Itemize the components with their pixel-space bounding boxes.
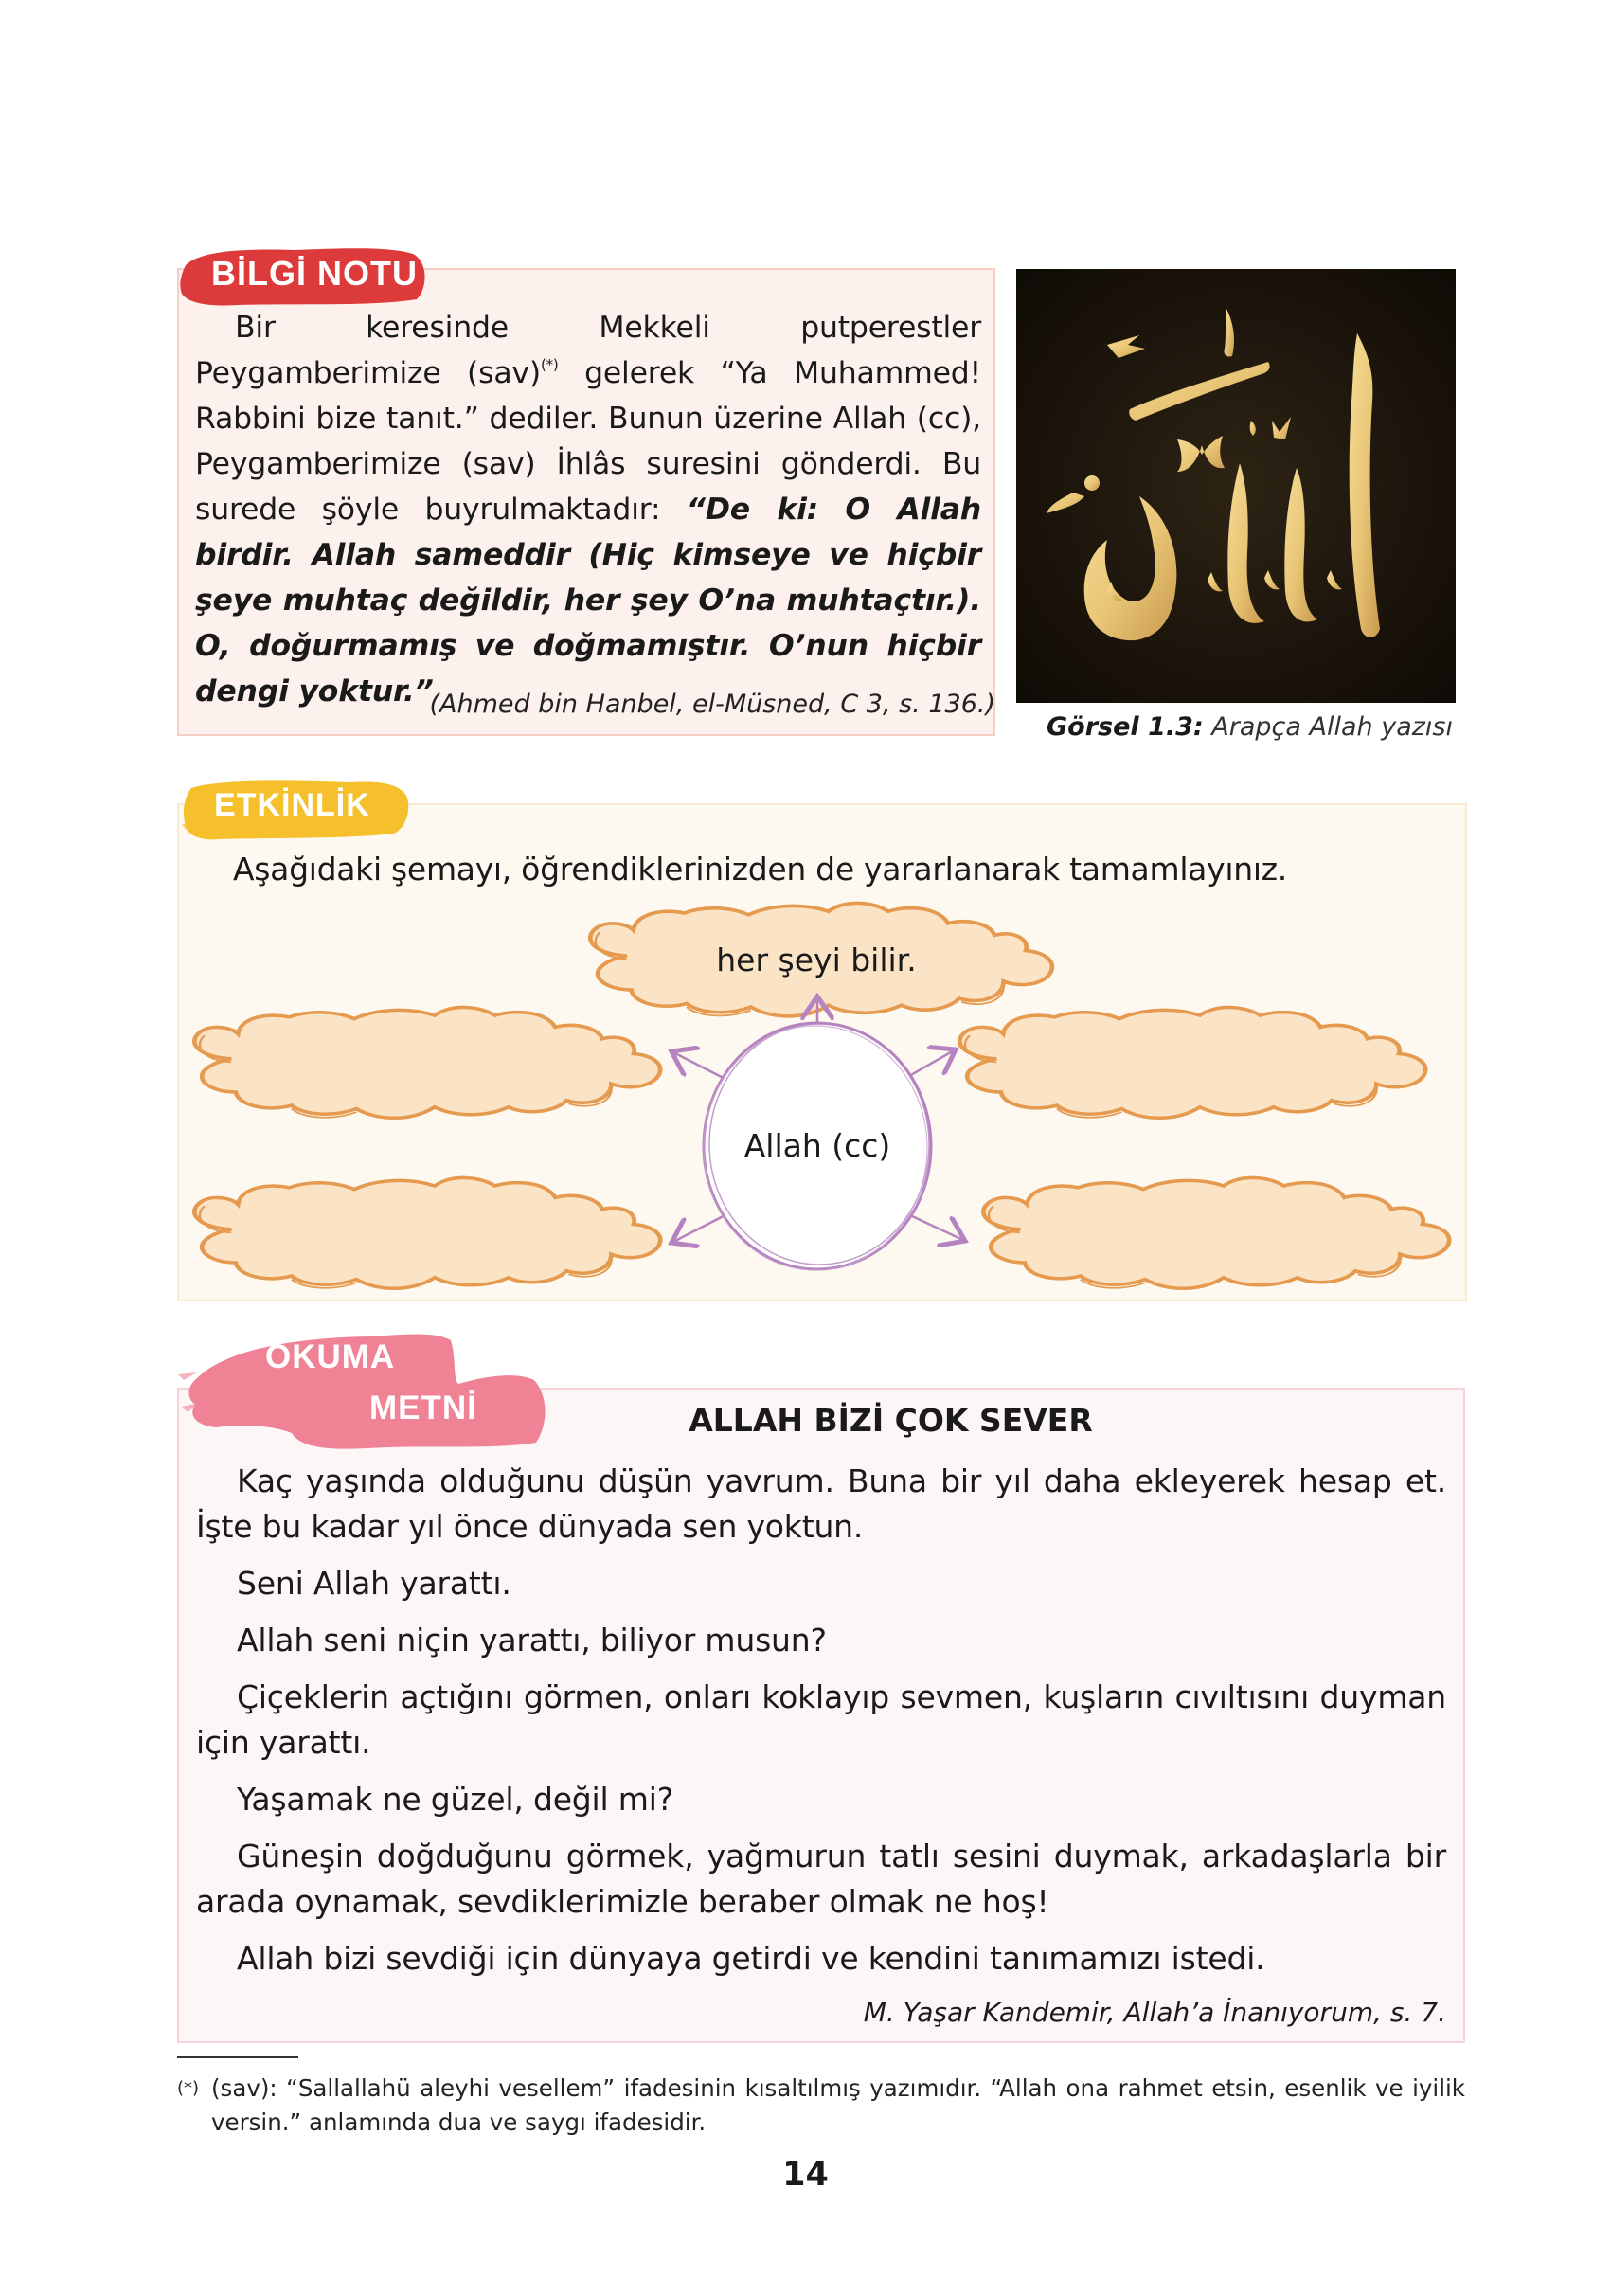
activity-badge <box>182 775 409 841</box>
cloud-upper-left-blank[interactable] <box>215 1044 632 1082</box>
footnote-divider <box>177 2056 298 2058</box>
arabic-calligraphy-icon <box>1016 269 1456 703</box>
reading-paragraph: Yaşamak ne güzel, değil mi? <box>237 1781 674 1818</box>
reading-paragraph: Güneşin doğduğunu görmek, yağmurun tatlı sesini duymak, arkadaşlarla bir arada oynamak, sevdiklerimizle beraber olmak ne hoş! <box>196 1838 1446 1920</box>
reading-source: M. Yaşar Kandemir, Allah’a İnanıyorum, s. 7. <box>863 1997 1446 2028</box>
footnote-mark: (*) <box>177 2078 200 2098</box>
footnote-text: (sav): “Sallallahü aleyhi vesellem” ifadesinin kısaltılmış yazımıdır. “Allah ona rahmet etsin, esenlik ve iyilik versin.” anlamında dua ve saygı ifadesidir. <box>211 2074 1465 2136</box>
activity-instruction: Aşağıdaki şemayı, öğrendiklerinizden de yararlanarak tamamlayınız. <box>233 851 1287 888</box>
cloud-upper-right-blank[interactable] <box>982 1044 1399 1082</box>
reading-text-badge-line1: OKUMA <box>265 1338 396 1375</box>
reading-paragraph: Allah seni niçin yarattı, biliyor musun? <box>237 1622 827 1659</box>
info-note-intro: Bir keresinde Mekkeli putperestler Peygamberimize (sav) <box>195 311 981 390</box>
info-note-badge <box>180 244 428 307</box>
info-note-badge-label: BİLGİ NOTU <box>211 254 418 293</box>
figure-caption <box>1047 712 1453 742</box>
page-number: 14 <box>782 2156 829 2194</box>
center-concept-label: Allah (cc) <box>743 1127 891 1164</box>
reading-paragraph: Allah bizi sevdiği için dünyaya getirdi ve kendini tanımamızı istedi. <box>237 1940 1265 1977</box>
reading-body <box>196 1459 1446 1993</box>
cloud-top-label[interactable]: her şeyi bilir. <box>716 942 917 978</box>
info-note-text <box>195 305 981 714</box>
reading-paragraph: Kaç yaşında olduğunu düşün yavrum. Buna bir yıl daha ekleyerek hesap et. İşte bu kadar yıl önce dünyada sen yoktun. <box>196 1462 1446 1545</box>
figure-caption-text: Arapça Allah yazısı <box>1203 712 1453 742</box>
reading-paragraph: Seni Allah yarattı. <box>237 1565 511 1602</box>
reading-text-badge-line2: METNİ <box>369 1390 477 1426</box>
info-note-source: (Ahmed bin Hanbel, el-Müsned, C 3, s. 136.) <box>429 690 995 719</box>
figure-caption-label: Görsel 1.3: <box>1047 712 1204 742</box>
cloud-lower-right-blank[interactable] <box>1006 1214 1423 1252</box>
allah-calligraphy-image <box>1016 269 1456 703</box>
footnote-reference[interactable]: (*) <box>540 356 559 373</box>
concept-map <box>177 890 1467 1298</box>
activity-badge-label: ETKİNLİK <box>214 787 370 823</box>
footnote <box>177 2072 1465 2140</box>
info-note-body: gelerek “Ya Muhammed! Rabbini bize tanıt.” dediler. Bunun üzerine Allah (cc), Peygamberimize (sav) İhlâs suresini gönderdi. Bu surede şöyle buyrulmaktadır: <box>195 356 981 527</box>
reading-title: ALLAH BİZİ ÇOK SEVER <box>689 1402 1093 1439</box>
surah-quote: “De ki: O Allah birdir. Allah sameddir (Hiç kimseye ve hiçbir şeye muhtaç değildir, her şey O’na muhtaçtır.). O, doğurmamış ve doğmamıştır. O’nun hiçbir dengi yoktur.” <box>195 493 981 709</box>
cloud-lower-left-blank[interactable] <box>215 1214 632 1252</box>
reading-paragraph: Çiçeklerin açtığını görmen, onları koklayıp sevmen, kuşların cıvıltısını duyman için yarattı. <box>196 1678 1446 1761</box>
